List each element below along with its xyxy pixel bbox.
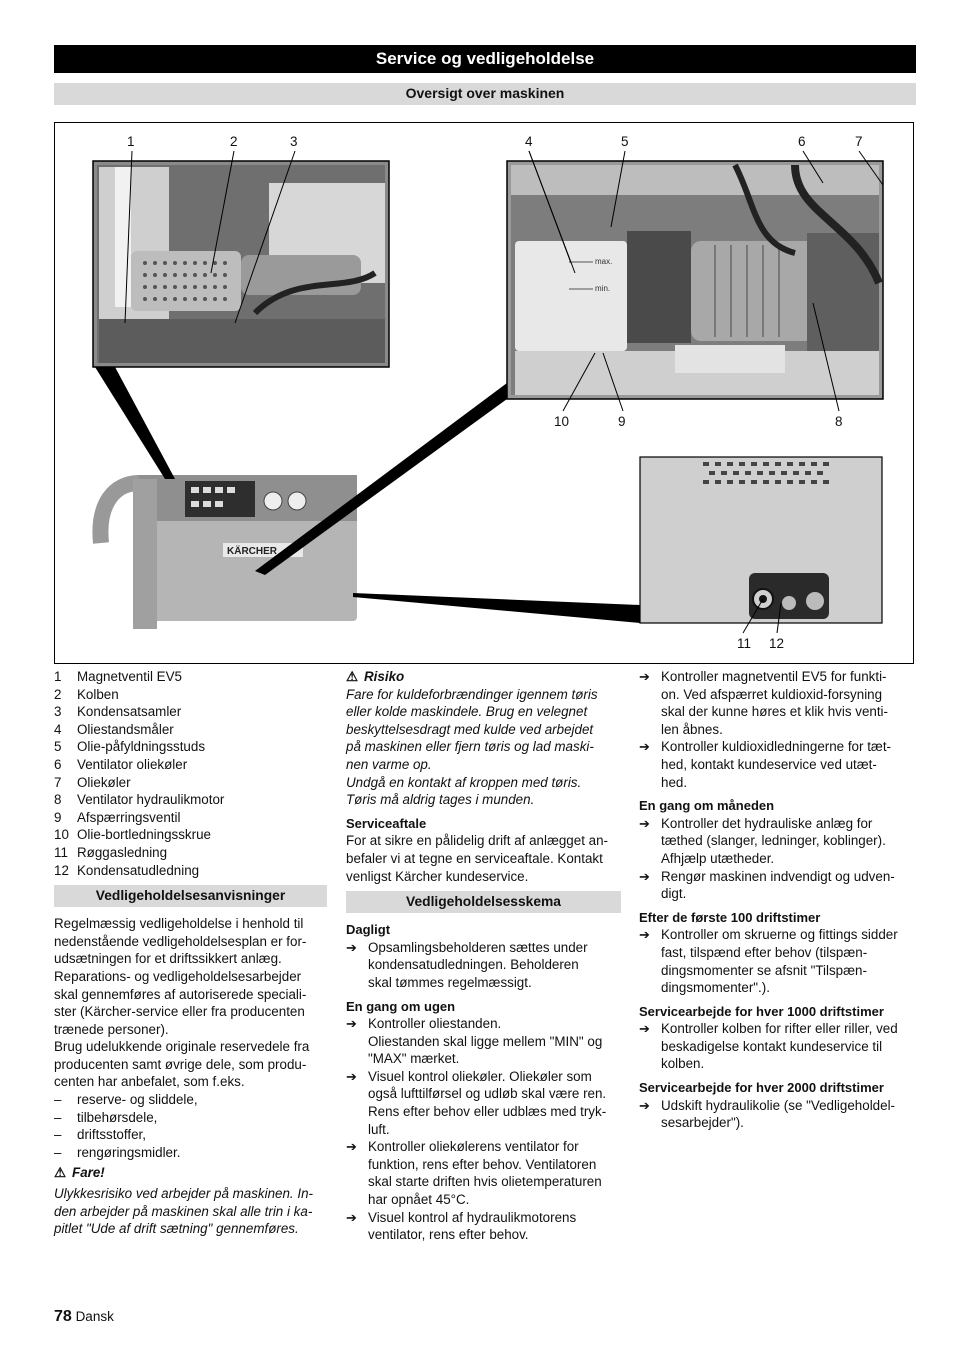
page-footer [54,1308,114,1326]
legend-item: 7 Oliekøler [54,774,131,790]
callout-3: 3 [290,134,298,149]
legend-item: 2 Kolben [54,686,119,702]
list-item: ➔ Visuel kontrol af hydraulikmotorens ventilator, rens efter behov. [346,1209,577,1243]
callout-9: 9 [618,414,626,429]
legend-item: 1 Magnetventil EV5 [54,669,182,684]
callout-2: 2 [230,134,238,149]
arrow-right-icon: ➔ [639,927,650,943]
danger-text: Ulykkesrisiko ved arbejder på maskinen. In- den arbejder på maskinen skal alle trin i ka- pitlet "Ude af drift sætning" gennemføres. [54,1186,313,1237]
legend-item: 8 Ventilator hydraulikmotor [54,792,225,808]
callout-10: 10 [554,414,570,429]
svg-text:min.: min. [595,284,611,293]
service-2000-hours-heading: Servicearbejde for hver 2000 driftstimer [639,1080,884,1096]
danger-title: ⚠ Fare! [54,1165,105,1181]
arrow-right-icon: ➔ [346,939,357,955]
arrow-right-icon: ➔ [639,815,650,831]
callout-12: 12 [769,636,785,651]
parts-legend [54,668,327,879]
page-number: 78 [54,1308,72,1325]
maintenance-instructions-heading: Vedligeholdelsesanvisninger [54,885,327,907]
warning-triangle-icon: ⚠ [346,669,359,684]
section-subtitle: Oversigt over maskinen [54,83,916,105]
machine-illustration [55,123,915,665]
list-item: ➔ Opsamlingsbeholderen sættes under kondensatudledningen. Beholderen skal tømmes regelmæssigt. [346,939,588,990]
list-item: ➔ Kontroller kolben for rifter eller riller, ved beskadigelse kontakt kundeservice til kolben. [639,1021,898,1072]
weekly-heading: En gang om ugen [346,998,456,1014]
machine-overview-figure [54,122,914,664]
list-item: ➔ Kontroller magnetventil EV5 for funkti- on. Ved afspærret kuldioxid-forsyning skal der kunne høres et klik hvis venti- len åbnes. [639,669,888,737]
callout-8: 8 [835,414,843,429]
callout-7: 7 [855,134,863,149]
service-1000-hours-heading: Servicearbejde for hver 1000 driftstimer [639,1003,884,1019]
footer-language: Dansk [75,1309,114,1324]
list-item: ➔ Kontroller det hydrauliske anlæg for tæthed (slanger, ledninger, koblinger). Afhjælp utætheder. [639,815,886,866]
warning-triangle-icon: ⚠ [54,1165,67,1181]
list-item: ➔ Rengør maskinen indvendigt og udven- digt. [639,868,895,902]
monthly-heading: En gang om måneden [639,798,775,814]
first-100-hours-heading: Efter de første 100 driftstimer [639,909,821,925]
maintenance-schedule-heading: Vedligeholdelsesskema [346,891,621,913]
callout-5: 5 [621,134,629,149]
risk-text: Fare for kuldeforbrændinger igennem tøris eller kolde maskindele. Brug en velegnet beskyttelsesdragt med kulde ved arbejdet på maskinen eller fjern tøris og lad maski- nen varme op. Undgå en kontakt af kroppen med tøris. Tøris må aldrig tages i munden. [346,686,598,808]
list-item: – reserve- og sliddele, [54,1092,198,1108]
legend-item: 5 Olie-påfyldningsstuds [54,739,206,755]
arrow-right-icon: ➔ [639,1097,650,1113]
legend-item: 6 Ventilator oliekøler [54,756,188,772]
svg-text:max.: max. [595,257,613,266]
list-item: – rengøringsmidler. [54,1144,181,1160]
callout-6: 6 [798,134,806,149]
list-item: ➔ Kontroller om skruerne og fittings sidder fast, tilspænd efter behov (tilspæn- dingsmomenter se afsnit "Tilspæn- dingsmomenter".). [639,927,898,996]
arrow-right-icon: ➔ [639,1021,650,1037]
service-agreement-heading: Serviceaftale [346,815,427,831]
legend-item: 3 Kondensatsamler [54,704,182,720]
column-left [54,668,327,1238]
risk-title: ⚠ Risiko [346,669,405,684]
svg-text:KÄRCHER: KÄRCHER [227,546,277,557]
section-title: Service og vedligeholdelse [54,45,916,73]
list-item: – driftsstoffer, [54,1127,146,1143]
arrow-right-icon: ➔ [346,1068,357,1084]
callout-11: 11 [737,636,752,651]
list-item: – tilbehørsdele, [54,1109,158,1125]
arrow-right-icon: ➔ [639,868,650,884]
list-item: ➔ Udskift hydraulikolie (se "Vedligeholdel- sesarbejder"). [639,1097,896,1131]
list-item: ➔ Kontroller oliekølerens ventilator for funktion, rens efter behov. Ventilatoren skal starte driften hvis olietemperaturen har opnået 45°C. [346,1139,602,1208]
column-middle [346,668,621,1244]
arrow-right-icon: ➔ [346,1016,357,1032]
callout-4: 4 [525,134,533,149]
arrow-right-icon: ➔ [639,739,650,755]
parts-dash-list [54,1091,327,1161]
legend-item: 4 Oliestandsmåler [54,721,174,737]
service-agreement-text: For at sikre en pålidelig drift af anlægget an- befaler vi at tegne en serviceaftale. Kontakt venligst Kärcher kundeservice. [346,833,609,884]
legend-item: 11 Røggasledning [54,844,168,860]
column-right [639,668,916,1132]
arrow-right-icon: ➔ [346,1209,357,1225]
daily-heading: Dagligt [346,922,391,938]
maintenance-instructions-text: Regelmæssig vedligeholdelse i henhold til nedenstående vedligeholdelsesplan er for- udsætningen for et driftssikkert anlæg. Reparations- og vedligeholdelsesarbejder skal gennemføres af autoriserede speciali- ster (Kärcher-service eller fra producenten trænede personer). Brug udelukkende originale reservedele fra producenten samt øvrige dele, som produ- centen har anbefalet, som f.eks. [54,916,310,1090]
list-item: ➔ Kontroller oliestanden. Oliestanden skal ligge mellem "MIN" og "MAX" mærket. [346,1016,603,1067]
list-item: ➔ Kontroller kuldioxidledningerne for tæt- hed, kontakt kundeservice ved utæt- hed. [639,739,891,790]
legend-item: 9 Afspærringsventil [54,809,181,825]
legend-item: 12 Kondensatudledning [54,862,200,878]
list-item: ➔ Visuel kontrol oliekøler. Oliekøler som også lufttilførsel og udløb skal være ren. Rens efter behov eller udblæs med tryk- luft. [346,1068,607,1137]
callout-1: 1 [127,134,135,149]
arrow-right-icon: ➔ [346,1139,357,1155]
legend-item: 10 Olie-bortledningsskrue [54,827,211,843]
arrow-right-icon: ➔ [639,669,650,684]
